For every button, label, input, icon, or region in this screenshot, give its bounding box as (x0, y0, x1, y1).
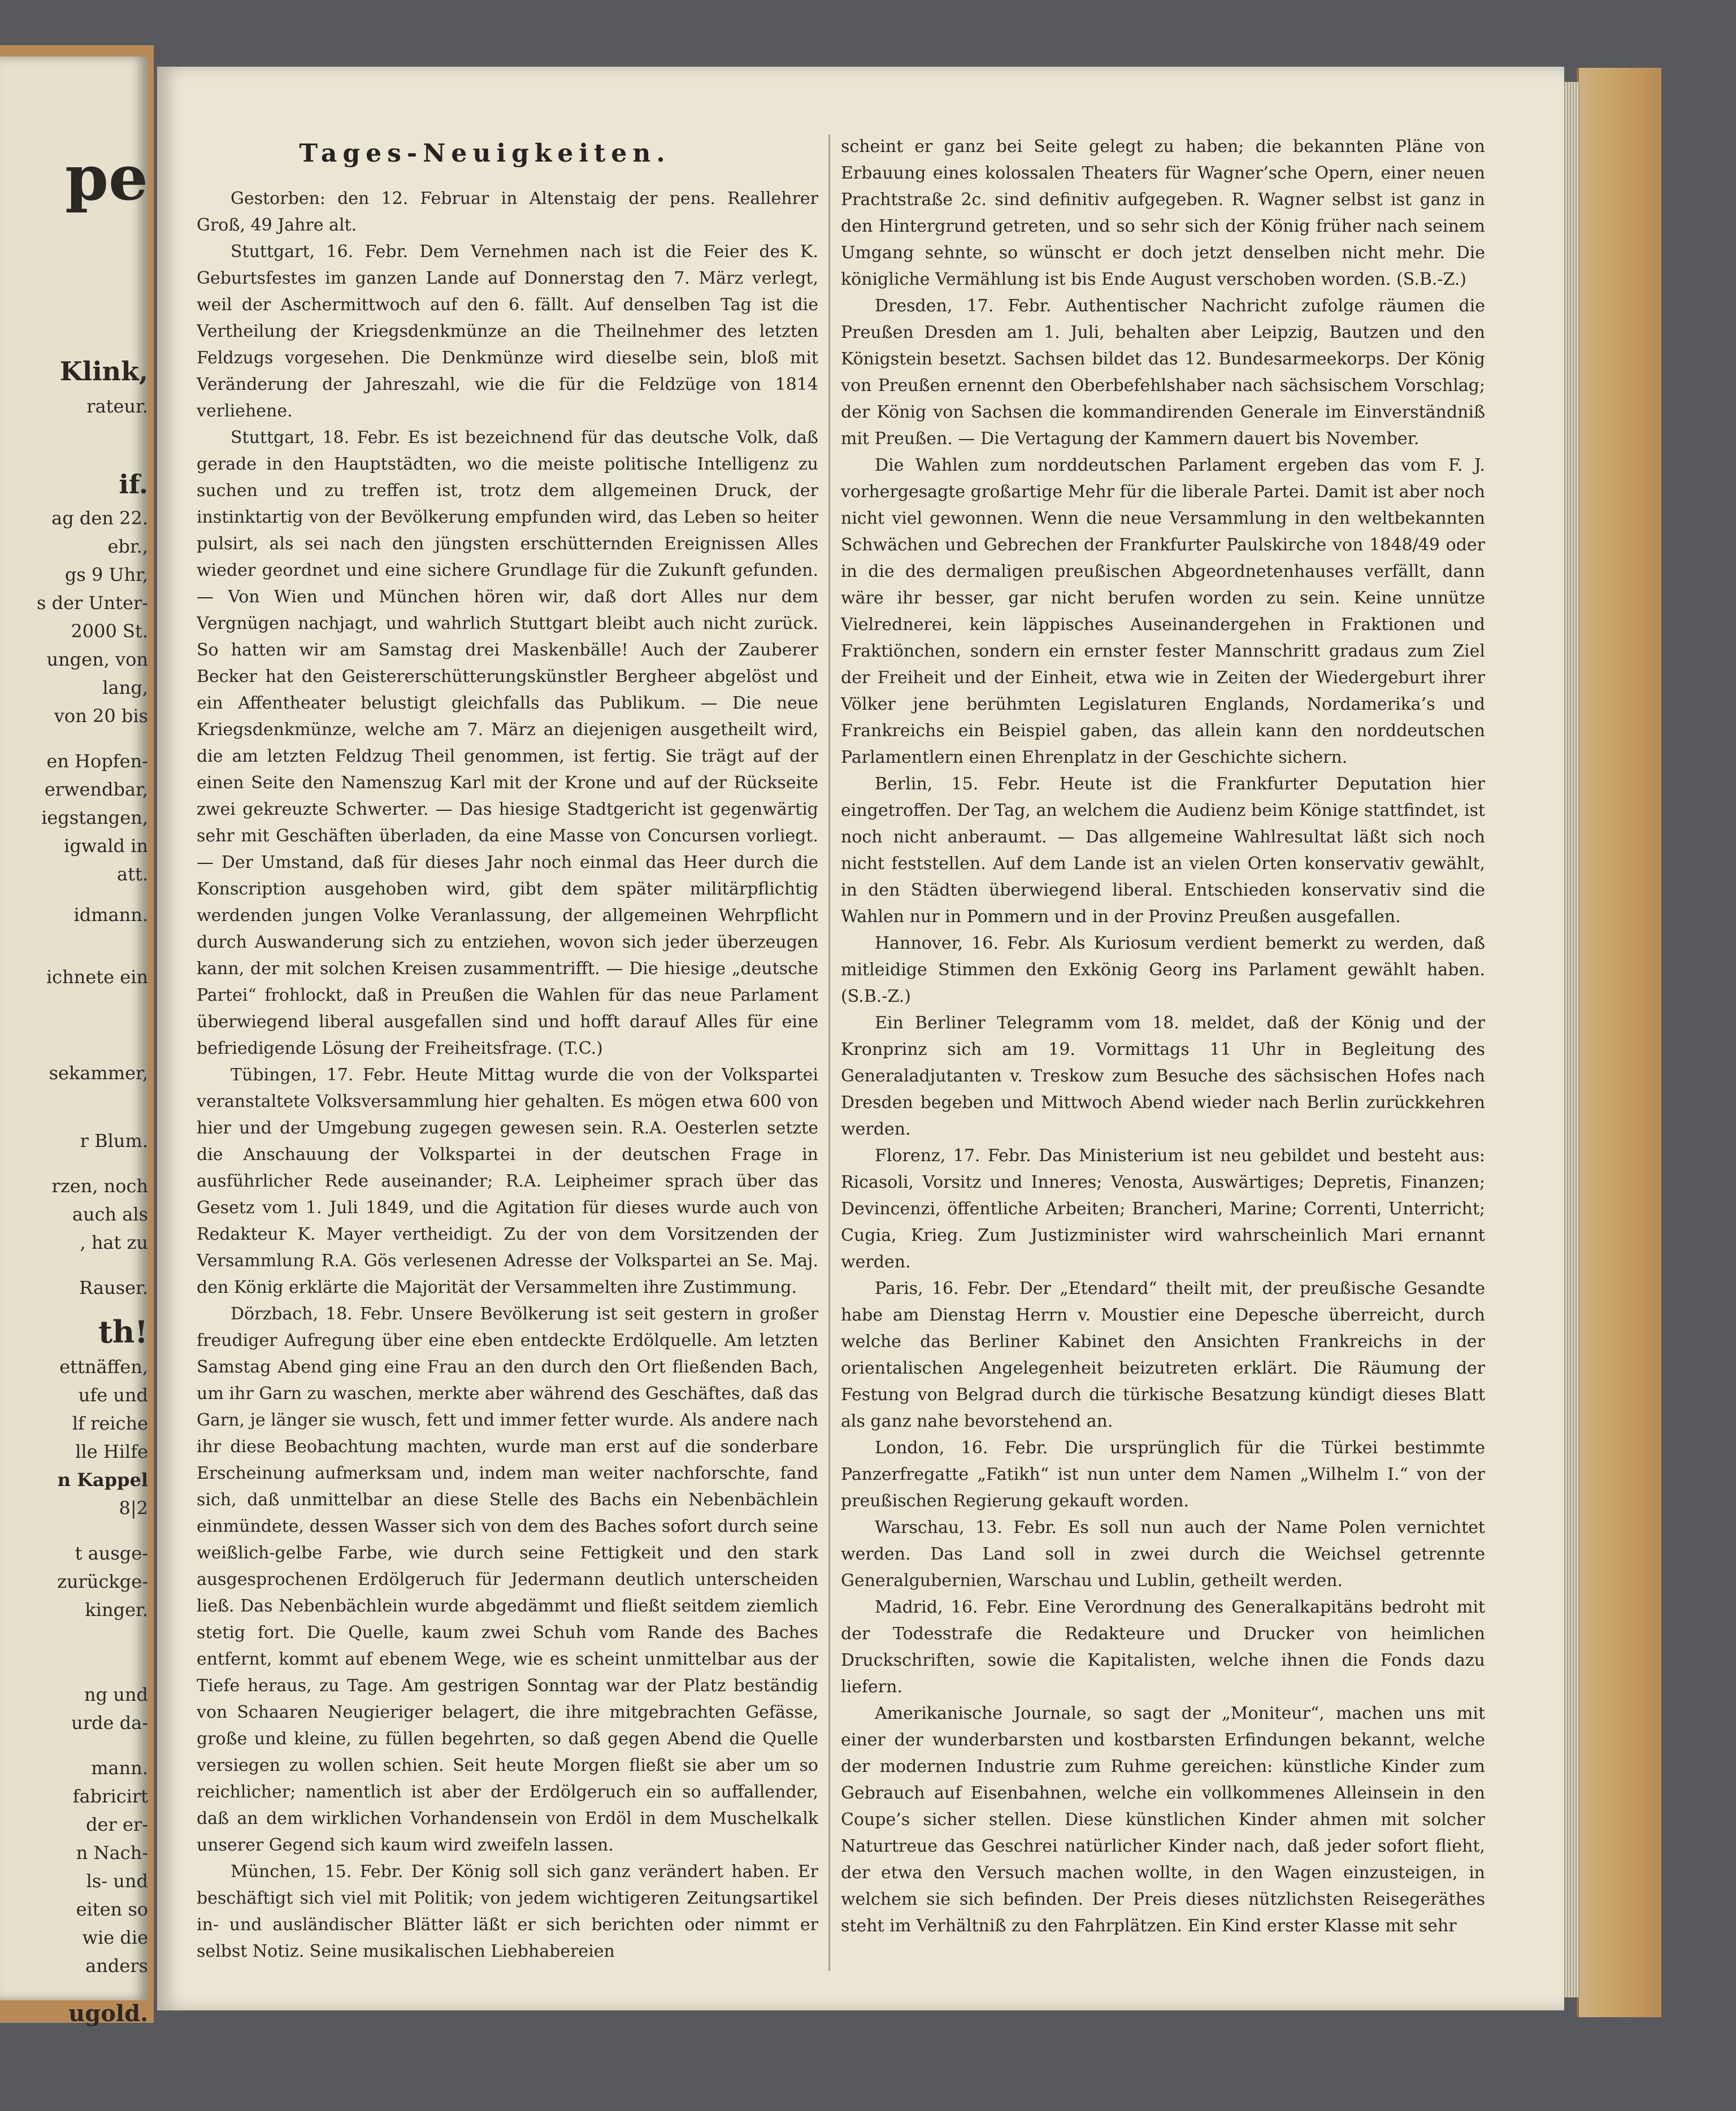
left-fragment: idmann. (73, 904, 148, 926)
left-fragment: Rauser. (79, 1277, 148, 1298)
left-fragment: att. (117, 863, 148, 885)
left-fragment: t ausge- (75, 1543, 148, 1564)
news-paragraph: München, 15. Febr. Der König soll sich ganz verändert haben. Er beschäftigt sich viel mit Politik; von jedem wichtigeren Zeitungsartikel in- und ausländischer Blätter läßt er sich berichten oder nimmt er selbst Notiz. Seine musikalischen Liebhabereien (197, 1862, 818, 1961)
left-fragment: ng und (84, 1684, 148, 1705)
left-fragment: urde da- (71, 1712, 148, 1734)
newspaper-page (157, 67, 1564, 2010)
left-fragment: mann. (91, 1757, 148, 1779)
left-fragment: ebr., (107, 536, 148, 557)
left-fragment: en Hopfen- (46, 750, 148, 772)
left-fragment: iegstangen, (41, 807, 148, 828)
left-fragment: n Nach- (76, 1842, 148, 1864)
news-paragraph: Berlin, 15. Febr. Heute ist die Frankfurter Deputation hier eingetroffen. Der Tag, an welchem die Audienz beim Könige stattfindet, ist noch nicht anberaumt. — Das allgemeine Wahlresultat läßt sich noch nicht feststellen. Auf dem Lande ist an vielen Orten konservativ gewählt, in den Städten überwiegend liberal. Entschieden konservativ sind die Wahlen nur in Pommern und in der Provinz Preußen ausgefallen. (841, 774, 1485, 927)
left-fragment: der er- (86, 1814, 148, 1835)
news-paragraph: Dörzbach, 18. Febr. Unsere Bevölkerung ist seit gestern in großer freudiger Aufregung über eine eben entdeckte Erdölquelle. Am letzten Samstag Abend ging eine Frau an den durch den Ort fließenden Bach, um ihr Garn zu waschen, merkte aber während des Geschäftes, daß das Garn, je länger sie wusch, fett und immer fetter wurde. Als andere nach ihr diese Beobachtung machten, wurde man erst auf die sonderbare Erscheinung aufmerksam und, indem man weiter nachforschte, fand sich, daß unmittelbar an diese Stelle des Bachs ein Nebenbächlein einmündete, dessen Wasser sich von dem des Baches sofort durch seine weißlich-gelbe Farbe, wie durch seine Fettigkeit und den stark ausgesprochenen Erdölgeruch für Jedermann deutlich unterscheiden ließ. Das Nebenbächlein wurde abgedämmt und fließt seitdem ziemlich stetig fort. Die Quelle, kaum zwei Schuh vom Rande des Baches entfernt, kommt auf ebenem Wege, wie es scheint unmittelbar aus der Tiefe heraus, zu Tage. Am gestrigen Sonntag war der Platz beständig von Schaaren Neugieriger belagert, die ihre mitgebrachten Gefässe, große und kleine, zu füllen begehrten, so daß gegen Abend die Quelle versiegen zu wollen schien. Seit heute Morgen fließt sie aber um so reichlicher; namentlich ist aber der Erdölgeruch ein so auffallender, daß an dem wirklichen Vorhandensein von Erdöl in dem Muschelkalk unserer Gegend sich kaum wird zweifeln lassen. (197, 1304, 818, 1855)
left-fragment: th! (98, 1314, 148, 1350)
left-fragment: auch als (72, 1204, 148, 1225)
news-paragraph: Hannover, 16. Febr. Als Kuriosum verdient bemerkt zu werden, daß mitleidige Stimmen den Exkönig Georg ins Parlament gewählt haben. (S.B.-Z.) (841, 933, 1485, 1006)
left-column (197, 185, 818, 1965)
left-fragment: anders (85, 1955, 148, 1977)
left-fragment: gs 9 Uhr, (64, 564, 148, 585)
left-fragment: lf reiche (72, 1413, 148, 1434)
left-fragment: ag den 22. (51, 507, 148, 529)
left-fragment: , hat zu (80, 1232, 148, 1253)
news-paragraph: Tübingen, 17. Febr. Heute Mittag wurde die von der Volkspartei veranstaltete Volksversammlung hier gehalten. Es mögen etwa 600 von hier und der Umgebung zugegen gewesen sein. R.A. Oesterlen setzte die Anschauung der Volkspartei in der deutschen Frage in ausführlicher Rede auseinander; R.A. Leipheimer sprach über das Gesetz vom 1. Juli 1849, und die Agitation für dieses wurde auch von Redakteur K. Mayer vertheidigt. Zu der von dem Vorsitzenden der Versammlung R.A. Gös verlesenen Adresse der Volkspartei an Se. Maj. den König erklärte die Majorität der Versammelten ihre Zustimmung. (197, 1065, 818, 1297)
left-fragment: Klink, (59, 356, 148, 386)
section-title: Tages-Neuigkeiten. (299, 139, 671, 168)
left-fragment: ugold. (68, 2000, 148, 2027)
news-paragraph: London, 16. Febr. Die ursprünglich für die Türkei bestimmte Panzerfregatte „Fatikh“ ist nun unter dem Namen „Wilhelm I.“ von der preußischen Regierung gekauft worden. (841, 1438, 1485, 1511)
left-fragment: fabricirt (72, 1786, 148, 1807)
left-fragment: erwendbar, (44, 779, 148, 800)
left-fragment: ls- und (86, 1870, 148, 1892)
news-paragraph: Die Wahlen zum norddeutschen Parlament ergeben das vom F. J. vorhergesagte großartige Mehr für die liberale Partei. Damit ist aber noch nicht viel gewonnen. Wenn die neue Versammlung in den weltbekannten Schwächen und Gebrechen der Frankfurter Paulskirche von 1848/49 oder in die des dermaligen preußischen Abgeordnetenhauses verfällt, dann wäre ihr besser, gar nicht berufen worden zu sein. Keine unnütze Vielrednerei, kein läppisches Auseinandergehen in Fraktionen und Fraktiönchen, sondern ein ernster fester Mannschritt gradaus zum Ziel der Freiheit und der Einheit, etwa wie in Zeiten der Wiedergeburt ihrer Völker jene berühmten Legislaturen Englands, Nordamerika’s und Frankreichs ein Beispiel gaben, das allein kann den norddeutschen Parlamentlern einen Ehrenplatz in der Geschichte sichern. (841, 455, 1485, 767)
left-fragment: eiten so (76, 1899, 148, 1920)
left-fragment: wie die (82, 1927, 148, 1948)
news-paragraph: Madrid, 16. Febr. Eine Verordnung des Generalkapitäns bedroht mit der Todesstrafe die Redakteure und Drucker von heimlichen Druckschriften, sowie die Kapitalisten, welche ihnen die Fonds dazu liefern. (841, 1597, 1485, 1697)
news-paragraph: Paris, 16. Febr. Der „Etendard“ theilt mit, der preußische Gesandte habe am Dienstag Herrn v. Moustier eine Depesche überreicht, durch welche das Berliner Kabinet den Ansichten Frankreichs in der orientalischen Angelegenheit beizutreten erklärt. Die Räumung der Festung von Belgrad durch die türkische Besatzung kündigt dieses Blatt als ganz nahe bevorstehend an. (841, 1279, 1485, 1431)
right-column (841, 133, 1485, 1939)
left-fragment: if. (119, 469, 148, 499)
left-fragment: 2000 St. (71, 620, 148, 642)
news-paragraph: Warschau, 13. Febr. Es soll nun auch der Name Polen vernichtet werden. Das Land soll in zwei durch die Weichsel getrennte Generalgubernien, Warschau und Lublin, getheilt werden. (841, 1518, 1485, 1591)
left-fragment: ettnäffen, (59, 1356, 148, 1378)
column-rule (828, 134, 830, 1971)
left-fragment: igwald in (64, 835, 148, 857)
news-paragraph: Dresden, 17. Febr. Authentischer Nachricht zufolge räumen die Preußen Dresden am 1. Juli, behalten aber Leipzig, Bautzen und den Königstein besetzt. Sachsen bildet das 12. Bundesarmeekorps. Der König von Preußen ernennt den Oberbefehlshaber nach sächsischem Vorschlag; der König von Sachsen die kommandirenden Generale im Einverständniß mit Preußen. — Die Vertagung der Kammern dauert bis November. (841, 296, 1485, 449)
news-paragraph: Stuttgart, 18. Febr. Es ist bezeichnend für das deutsche Volk, daß gerade in den Hauptstädten, wo die meiste politische Intelligenz zu suchen und zu treffen ist, trotz dem allgemeinen Druck, der instinktartig von der Bevölkerung empfunden wird, das Leben so heiter pulsirt, als sei nach den jüngsten erschütternden Ereignissen Alles wieder geordnet und eine sichere Grundlage für die Zukunft gefunden. — Von Wien und München hören wir, daß dort Alles nur dem Vergnügen nachjagt, und wahrlich Stuttgart bleibt auch nicht zurück. So hatten wir am Samstag drei Maskenbälle! Auch der Zauberer Becker hat den Geistererschütterungskünstler Bergheer abgelöst und ein Affentheater belustigt gleichfalls das Publikum. — Die neue Kriegsdenkmünze, welche am 7. März an diejenigen ausgetheilt wird, die am letzten Feldzug Theil genommen, ist fertig. Sie trägt auf der einen Seite den Namenszug Karl mit der Krone und auf der Rückseite zwei gekreuzte Schwerter. — Das hiesige Stadtgericht ist gegenwärtig sehr mit Geschäften überladen, da eine Masse von Concursen vorliegt. — Der Umstand, daß für dieses Jahr noch einmal das Heer durch die Konscription ausgehoben wird, gibt dem später militärpflichtig werdenden jungen Volke Veranlassung, der allgemeinen Wehrpflicht durch Auswanderung sich zu entziehen, wovon sich jeder überzeugen kann, der mit solchen Kreisen zusammentrifft. — Die hiesige „deutsche Partei“ frohlockt, daß in Preußen die Wahlen für das neue Parlament überwiegend liberal ausgefallen sind und hofft darauf Alles für eine befriedigende Lösung der Freiheitsfrage. (T.C.) (197, 428, 818, 1058)
news-paragraph: Stuttgart, 16. Febr. Dem Vernehmen nach ist die Feier des K. Geburtsfestes im ganzen Lande auf Donnerstag den 7. März verlegt, weil der Aschermittwoch auf den 6. fällt. Auf denselben Tag ist die Vertheilung der Kriegsdenkmünze an die Theilnehmer des letzten Feldzugs vorgesehen. Die Denkmünze wird dieselbe sein, bloß mit Veränderung der Jahreszahl, wie die für die Feldzüge von 1814 verliehene. (197, 242, 818, 421)
left-fragment: von 20 bis (54, 705, 148, 727)
news-paragraph: Florenz, 17. Febr. Das Ministerium ist neu gebildet und besteht aus: Ricasoli, Vorsitz und Inneres; Venosta, Auswärtiges; Depretis, Finanzen; Devincenzi, öffentliche Arbeiten; Brancheri, Marine; Correnti, Unterricht; Cugia, Krieg. Zum Justizminister wird wahrscheinlich Mari ernannt werden. (841, 1146, 1485, 1272)
left-fragment: ichnete ein (46, 966, 148, 988)
news-paragraph: scheint er ganz bei Seite gelegt zu haben; die bekannten Pläne von Erbauung eines kolossalen Theaters für Wagner’sche Opern, einer neuen Prachtstraße 2c. sind definitiv aufgegeben. R. Wagner selbst ist ganz in den Hintergrund getreten, und so sehr sich der König früher nach seinem Umgang sehnte, so wünscht er doch jetzt denselben nicht mehr. Die königliche Vermählung ist bis Ende August verschoben worden. (S.B.-Z.) (841, 137, 1485, 289)
left-fragment: sekammer, (49, 1062, 148, 1084)
news-paragraph: Ein Berliner Telegramm vom 18. meldet, daß der König und der Kronprinz sich am 19. Vormittags 11 Uhr in Begleitung des Generaladjutanten v. Treskow zum Besuche des sächsischen Hofes nach Dresden begeben und Mittwoch Abend wieder nach Berlin zurückkehren werden. (841, 1013, 1485, 1139)
left-page (0, 57, 148, 2027)
left-fragment: ufe und (78, 1384, 148, 1406)
left-fragment: rateur. (86, 396, 148, 417)
left-fragment: pe (65, 141, 148, 214)
left-fragment: n Kappel (57, 1469, 148, 1491)
news-paragraph: Gestorben: den 12. Februar in Altenstaig der pens. Reallehrer Groß, 49 Jahre alt. (197, 189, 818, 235)
left-fragment: 8|2 (119, 1497, 148, 1519)
news-paragraph: Amerikanische Journale, so sagt der „Moniteur“, machen uns mit einer der wunderbarsten und kostbarsten Erfindungen bekannt, welche der modernen Industrie zum Ruhme gereichen: künstliche Kinder zum Gebrauch auf Eisenbahnen, welche ein vollkommenes Alleinsein in den Coupe’s sicher stellen. Diese künstlichen Kinder ahmen mit solcher Naturtreue das Geschrei natürlicher Kinder nach, daß jeder sofort flieht, der etwa den Versuch machen wollte, in den Wagen einzusteigen, in welchem sie sich befinden. Der Preis dieses nützlichsten Reisegeräthes steht im Verhältniß zu den Fahrplätzen. Ein Kind erster Klasse mit sehr (841, 1704, 1485, 1936)
left-fragment: zurückge- (57, 1571, 148, 1592)
left-fragment: kinger. (85, 1599, 148, 1621)
left-fragment: rzen, noch (51, 1175, 148, 1197)
left-fragment: lle Hilfe (75, 1441, 148, 1462)
left-fragment: s der Unter- (37, 592, 148, 614)
left-fragment: r Blum. (80, 1130, 148, 1152)
book-cover-board (1577, 68, 1661, 2017)
left-fragment: lang, (102, 677, 148, 698)
left-fragment: ungen, von (46, 649, 148, 670)
